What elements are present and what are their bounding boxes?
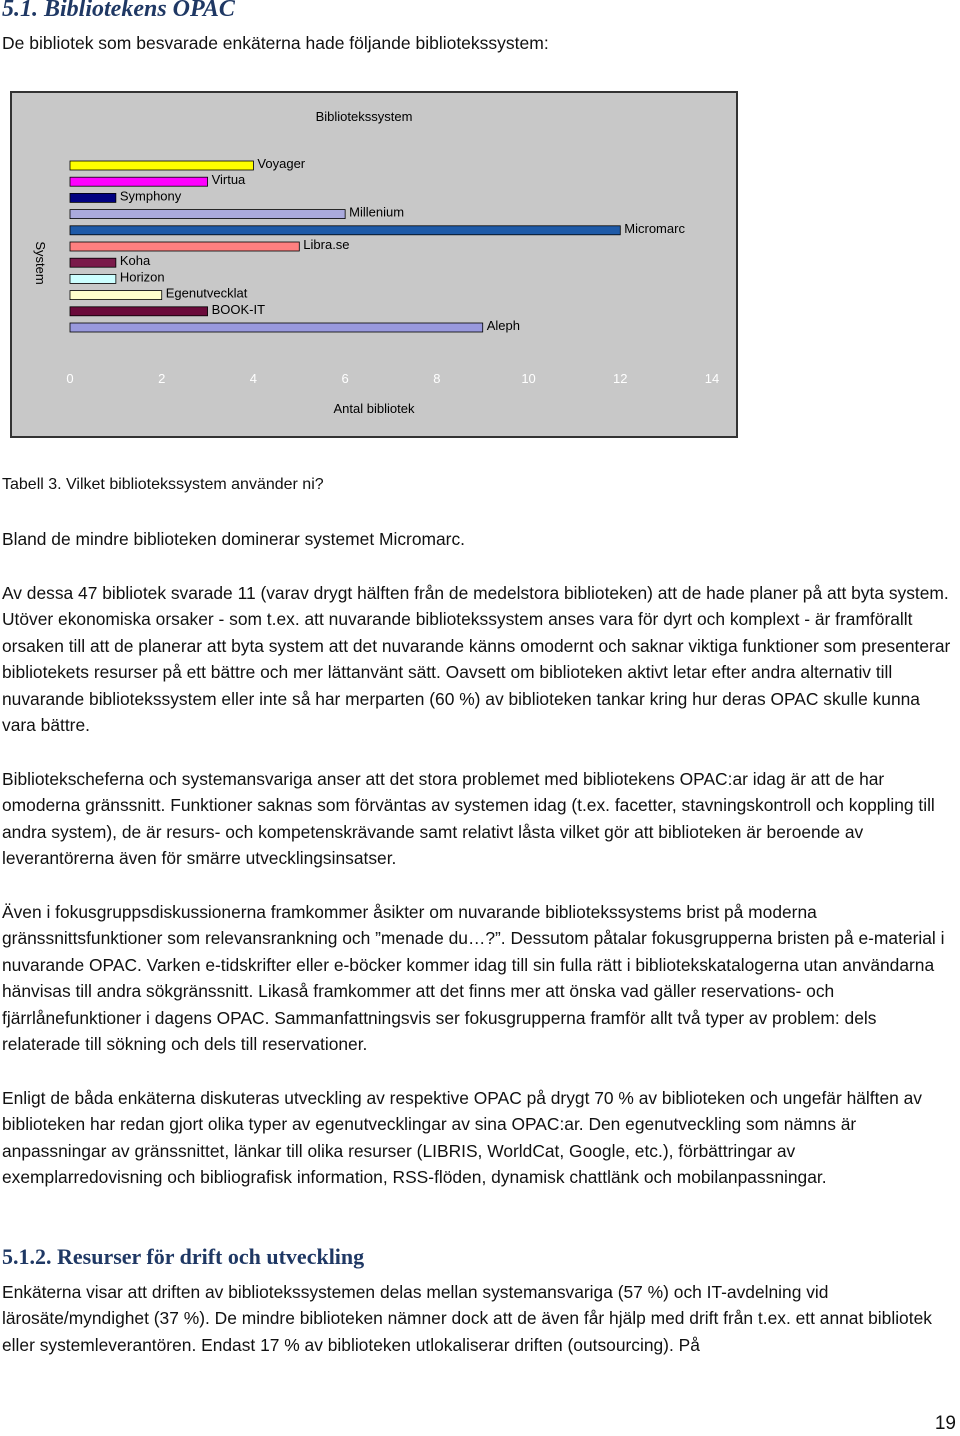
paragraph-1: Bland de mindre biblioteken dominerar systemet Micromarc. [2,529,465,549]
bar-label: Koha [119,253,151,269]
bar-label: Horizon [119,269,165,285]
bar-millenium [70,210,345,219]
bar-label: Libra.se [303,237,350,252]
x-tick-label: 6 [341,371,349,386]
bar-label: Symphony [119,188,182,204]
paragraph-2: Av dessa 47 bibliotek svarade 11 (varav drygt hälften från de medelstora biblioteken) att de hade planer på att byta system. Utöver ekonomiska orsaker - som t.ex. att nuvarande bibliotekssystem anses vara för dyrt och komplext - är framförallt orsaken till att de planerar att byta system att det nuvarande känns omodernt och saknar viktiga funktioner som presenterar bibliotekets resurser på ett bättre och mer lättanvänt sätt. Oavsett om biblioteken aktivt letar efter andra alternativ till nuvarande bibliotekssystem eller inte så har merparten (60 %) av biblioteken tankar kring hur deras OPAC skulle kunna vara bättre. [2,583,951,736]
x-tick-label: 0 [66,371,74,386]
bar-koha [70,258,116,267]
bar-aleph [70,323,483,332]
bar-libra-se [70,242,299,251]
x-tick-label: 12 [613,371,628,386]
bar-label: Micromarc [624,220,685,236]
bar-chart [10,91,738,438]
table-caption: Tabell 3. Vilket bibliotekssystem använder ni? [2,476,324,493]
chart-y-axis-label: System [33,241,48,285]
subsection-heading: 5.1.2. Resurser för drift och utveckling [2,1244,365,1269]
bar-virtua [70,177,208,186]
bar-horizon [70,274,116,283]
paragraph-3: Bibliotekscheferna och systemansvariga anser att det stora problemet med bibliotekens OPAC:ar idag är att de har omoderna gränssnitt. Funktioner saknas som förväntas av systemen idag (t.ex. facetter, stavningskontroll och koppling till andra system), de är resurs- och kompetenskrävande samt relativt låsta vilket gör att biblioteken är beroende av leverantörerna även för smärre utvecklingsinsatser. [2,769,935,869]
x-tick-label: 8 [433,371,441,386]
paragraph-4: Även i fokusgruppsdiskussionerna framkommer åsikter om nuvarande bibliotekssystems brist på moderna gränssnittsfunktioner som relevansrankning och ”menade du…?”. Dessutom påtalar fokusgrupperna bristen på e-material i nuvarande OPAC. Varken e-tidskrifter eller e-böcker kommer idag till sin fulla rätt i bibliotekskatalogerna utan användarna hänvisas till andra sökgränssnitt. Likaså framkommer att det finns mer att önska vad gäller reservations- och fjärrlånefunktioner i dagens OPAC. Sammanfattningsvis ser fokusgrupperna framför allt två typer av problem: dels relaterade till sökning och dels till reservationer. [2,902,945,1055]
x-tick-label: 2 [158,371,166,386]
bar-label: Millenium [349,204,405,220]
x-tick-label: 14 [704,371,720,386]
chart-x-axis-label: Antal bibliotek [333,401,415,416]
bar-label: Egenutvecklat [165,285,248,301]
intro-text: De bibliotek som besvarade enkäterna hade följande bibliotekssystem: [2,33,549,53]
bar-micromarc [70,226,620,235]
chart-plot-area [66,156,719,386]
bar-egenutvecklat [70,291,162,300]
bar-book-it [70,307,208,316]
paragraph-6: Enkäterna visar att driften av bibliotekssystemen delas mellan systemansvariga (57 %) och IT-avdelning vid lärosäte/myndighet (37 %). De mindre biblioteken nämner dock att de även får hjälp med drift från t.ex. ett annat bibliotek eller systemleverantören. Endast 17 % av biblioteken utlokaliserar driften (outsourcing). På [2,1282,932,1355]
chart-title: Bibliotekssystem [315,109,413,124]
page-number: 19 [934,1413,956,1434]
paragraph-5: Enligt de båda enkäterna diskuteras utveckling av respektive OPAC på drygt 70 % av biblioteken och ungefär hälften av biblioteken har redan gjort olika typer av egenutvecklingar av sina OPAC:ar. Den egenutveckling som nämns är anpassningar av gränssnittet, länkar till olika resurser (LIBRIS, WorldCat, Google, etc.), förbättringar av exemplarredovisning och bibliografisk information, RSS-flöden, dynamisk chattlänk och mobilanpassningar. [2,1088,922,1188]
section-heading: 5.1. Bibliotekens OPAC [2,0,235,22]
chart-svg [12,93,736,436]
bar-voyager [70,161,253,170]
bar-label: BOOK-IT [211,301,266,317]
x-tick-label: 10 [521,371,536,386]
bar-label: Voyager [257,156,306,171]
bar-symphony [70,193,116,202]
x-tick-label: 4 [249,371,258,386]
bar-label: Virtua [211,172,246,188]
bar-label: Aleph [486,318,520,333]
